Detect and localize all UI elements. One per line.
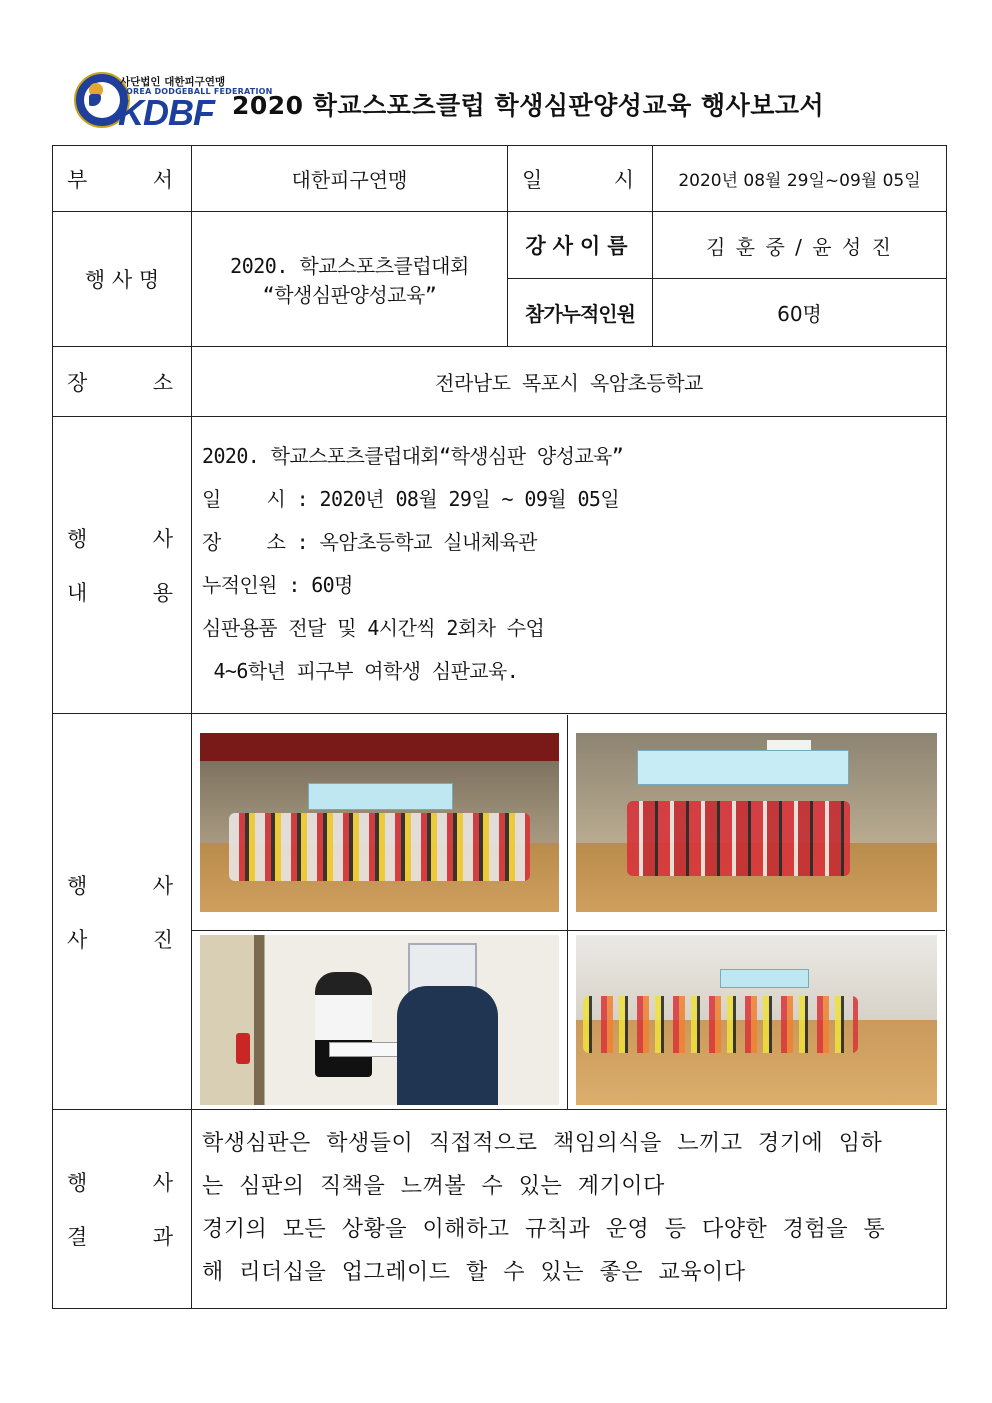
photo-cell <box>568 715 945 931</box>
report-table <box>52 145 947 1309</box>
kdbf-logo <box>72 70 273 133</box>
department-label: 부 서 <box>53 146 192 212</box>
logo-abbr: KDBF <box>118 92 214 133</box>
place-value: 전라남도 목포시 옥암초등학교 <box>192 347 947 417</box>
row-event <box>53 212 947 279</box>
document-header <box>72 66 952 138</box>
content-line: 4~6학년 피구부 여학생 심판교육. <box>202 659 519 683</box>
result-label: 행 사 결 과 <box>53 1110 192 1309</box>
dodgeball-practice <box>576 935 937 1105</box>
content-line: 심판용품 전달 및 4시간씩 2회차 수업 <box>202 616 545 640</box>
instructor-value: 김 훈 중 / 윤 성 진 <box>653 212 947 279</box>
photo-cell <box>192 715 568 931</box>
content-label: 행 사 내 용 <box>53 417 192 714</box>
row-photos <box>53 714 947 1110</box>
photo-cell <box>568 931 945 1109</box>
date-value: 2020년 08월 29일~09월 05일 <box>653 146 947 212</box>
row-place <box>53 347 947 417</box>
row-department <box>53 146 947 212</box>
event-name-value: 2020. 학교스포츠클럽대회 “학생심판양성교육” <box>192 212 508 347</box>
group-photo-indoor <box>200 733 559 912</box>
content-line: 일 시 : 2020년 08월 29일 ~ 09월 05일 <box>202 487 620 511</box>
org-name-ko: 사단법인 대한피구연맹 <box>120 76 226 88</box>
content-line: 장 소 : 옥암초등학교 실내체육관 <box>202 530 537 554</box>
document-title: 2020 학교스포츠클럽 학생심판양성교육 행사보고서 <box>232 91 825 120</box>
participants-label: 참가누적인원 <box>508 279 653 347</box>
photos-cell <box>192 714 947 1110</box>
org-name-en: KOREA DODGEBALL FEDERATION <box>120 87 273 96</box>
result-line: 경기의 모든 상황을 이해하고 규칙과 운영 등 다양한 경험을 통 <box>202 1217 886 1242</box>
result-line: 해 리더십을 업그레이드 할 수 있는 좋은 교육이다 <box>202 1260 746 1285</box>
content-body <box>192 417 947 714</box>
result-body <box>192 1110 947 1309</box>
content-line: 2020. 학교스포츠클럽대회“학생심판 양성교육” <box>202 444 624 468</box>
event-name-label: 행 사 명 <box>53 212 192 347</box>
department-value: 대한피구연맹 <box>192 146 508 212</box>
date-label: 일 시 <box>508 146 653 212</box>
temperature-check <box>200 935 559 1105</box>
photos-label: 행 사 사 진 <box>53 714 192 1110</box>
group-photo-stage <box>576 733 937 912</box>
place-label: 장 소 <box>53 347 192 417</box>
row-result <box>53 1110 947 1309</box>
photo-cell <box>192 931 568 1109</box>
content-line: 누적인원 : 60명 <box>202 573 353 597</box>
result-line: 는 심판의 직책을 느껴볼 수 있는 계기이다 <box>202 1174 665 1199</box>
result-line: 학생심판은 학생들이 직접적으로 책임의식을 느끼고 경기에 임하 <box>202 1131 883 1156</box>
participants-value: 60명 <box>653 279 947 347</box>
row-content <box>53 417 947 714</box>
instructor-label: 강사이름 <box>508 212 653 279</box>
